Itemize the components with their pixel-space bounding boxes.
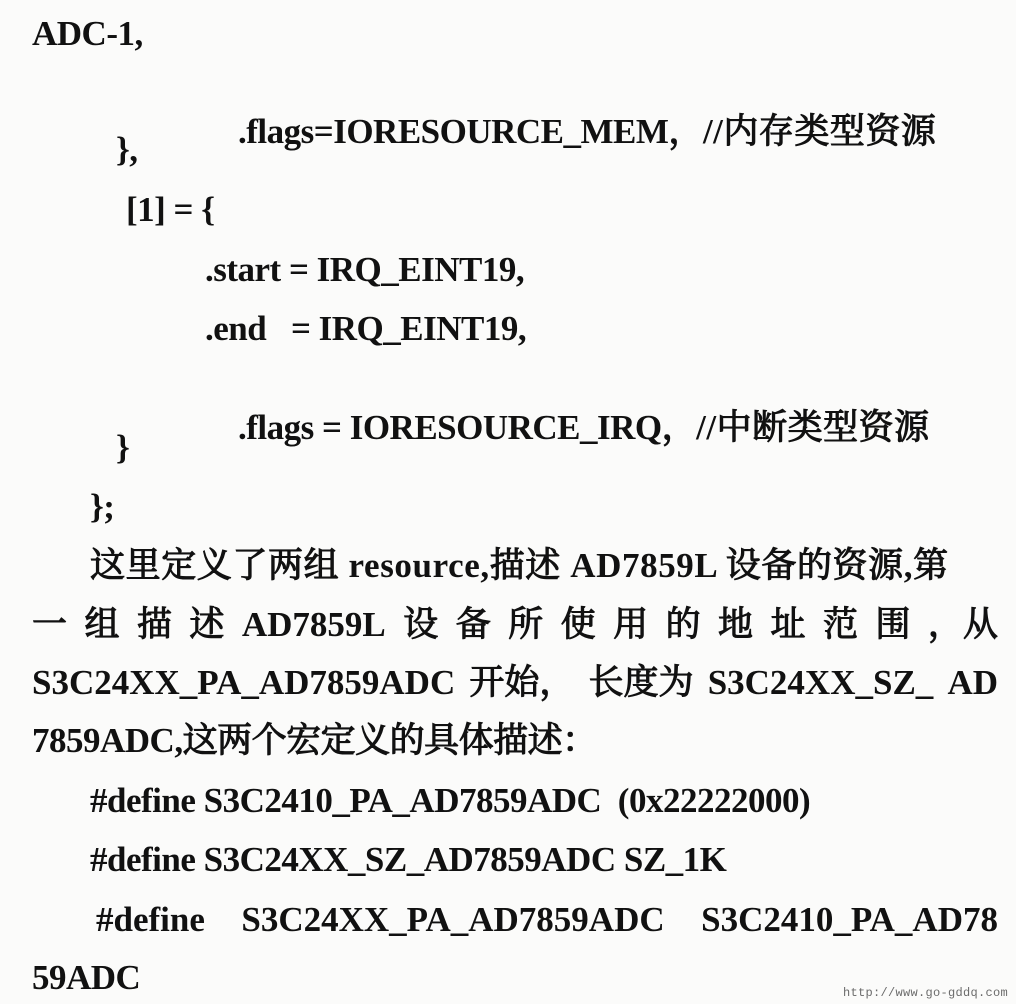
- paragraph-line-3: [32, 663, 998, 703]
- word: 围: [875, 605, 911, 644]
- word: AD7859L: [241, 605, 386, 644]
- word: 范: [822, 605, 858, 644]
- code-line-flags-mem: [205, 72, 936, 192]
- define-line-1: #define S3C2410_PA_AD7859ADC (0x22222000): [90, 781, 811, 820]
- word: 址: [770, 605, 806, 644]
- word: 描: [136, 605, 172, 644]
- code-comment: //中断类型资源: [696, 408, 930, 447]
- word: 述: [189, 605, 225, 644]
- paragraph-line-1: 这里定义了两组 resource,描述 AD7859L 设备的资源,第: [90, 546, 949, 585]
- define-line-3: [96, 900, 998, 940]
- word: S3C24XX_SZ_: [707, 663, 934, 702]
- word: ，从: [927, 605, 998, 644]
- code-line-adc: ADC-1,: [32, 14, 143, 53]
- paragraph-line-4: 7859ADC,这两个宏定义的具体描述：: [32, 721, 597, 760]
- word: 设: [403, 605, 439, 644]
- code-line-end: .end = IRQ_EINT19,: [205, 309, 527, 348]
- code-line-end-struct: };: [90, 487, 115, 526]
- code-comment: //内存类型资源: [702, 112, 937, 151]
- word: 的: [665, 605, 701, 644]
- code-text: .flags=IORESOURCE_MEM，: [238, 112, 703, 151]
- word: 所: [508, 605, 544, 644]
- define-line-3-continued: 59ADC: [32, 958, 141, 997]
- word: S3C2410_PA_AD78: [701, 900, 998, 939]
- word: 长度为: [588, 663, 694, 702]
- define-line-2: #define S3C24XX_SZ_AD7859ADC SZ_1K: [90, 840, 727, 879]
- word: AD: [947, 663, 998, 702]
- word: 备: [455, 605, 491, 644]
- code-text: .flags = IORESOURCE_IRQ，: [238, 408, 697, 447]
- word: 地: [718, 605, 754, 644]
- word: 开始，: [469, 663, 575, 702]
- word: 使: [560, 605, 596, 644]
- code-line-close-brace: },: [116, 130, 138, 169]
- code-line-close-brace-2: }: [116, 428, 130, 467]
- word: 组: [84, 605, 120, 644]
- watermark-url: http://www.go-gddq.com: [842, 986, 1008, 1000]
- word: S3C24XX_PA_AD7859ADC: [241, 900, 665, 939]
- code-line-flags-irq: [205, 368, 930, 488]
- word: 一: [32, 605, 68, 644]
- word: #define: [96, 900, 205, 939]
- paragraph-line-2: [32, 605, 998, 645]
- code-line-array-index: [1] = {: [126, 190, 215, 229]
- word: 用: [613, 605, 649, 644]
- code-line-start: .start = IRQ_EINT19,: [205, 250, 525, 289]
- word: S3C24XX_PA_AD7859ADC: [32, 663, 456, 702]
